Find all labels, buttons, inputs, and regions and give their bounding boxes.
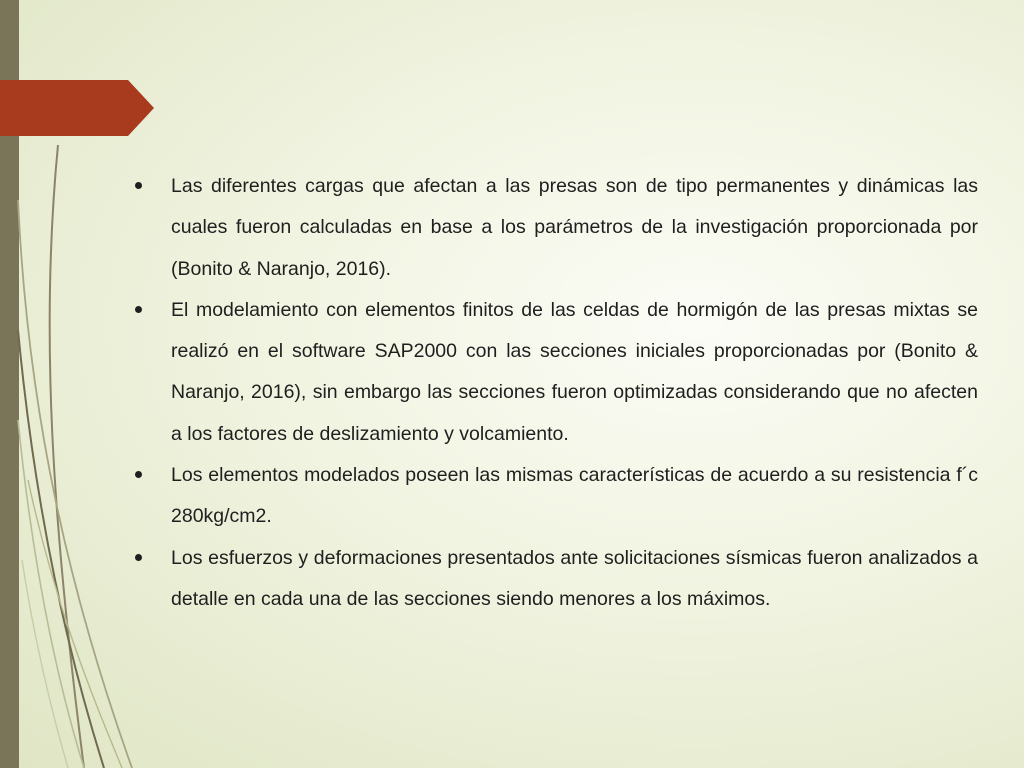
bullet-text: El modelamiento con elementos finitos de las celdas de hormigón de las presas mixtas se realizó en el software SAP2000 con las secciones iniciales proporcionadas por (Bonito & Naranjo, 2016), sin embargo las secciones fueron optimizadas considerando que no afecten a los factores de deslizamiento y volcamiento.: [171, 298, 978, 445]
bullet-list: [132, 166, 978, 620]
bullet-item: [132, 290, 978, 455]
bullet-text: Las diferentes cargas que afectan a las presas son de tipo permanentes y dinámicas las cuales fueron calculadas en base a los parámetros de la investigación proporcionada por (Bonito & Naranjo, 2016).: [171, 175, 978, 280]
accent-arrow-tab: [0, 80, 154, 136]
bullet-item: [132, 166, 978, 290]
bullet-text: Los elementos modelados poseen las mismas características de acuerdo a su resistencia f´c 280kg/cm2.: [171, 464, 978, 528]
bullet-icon: [135, 554, 142, 561]
bullet-item: [132, 538, 978, 621]
bullet-text: Los esfuerzos y deformaciones presentados ante solicitaciones sísmicas fueron analizados a detalle en cada una de las secciones siendo menores a los máximos.: [171, 546, 978, 610]
slide-content: [132, 166, 978, 620]
bullet-icon: [135, 471, 142, 478]
bullet-icon: [135, 306, 142, 313]
bullet-icon: [135, 182, 142, 189]
bullet-item: [132, 455, 978, 538]
